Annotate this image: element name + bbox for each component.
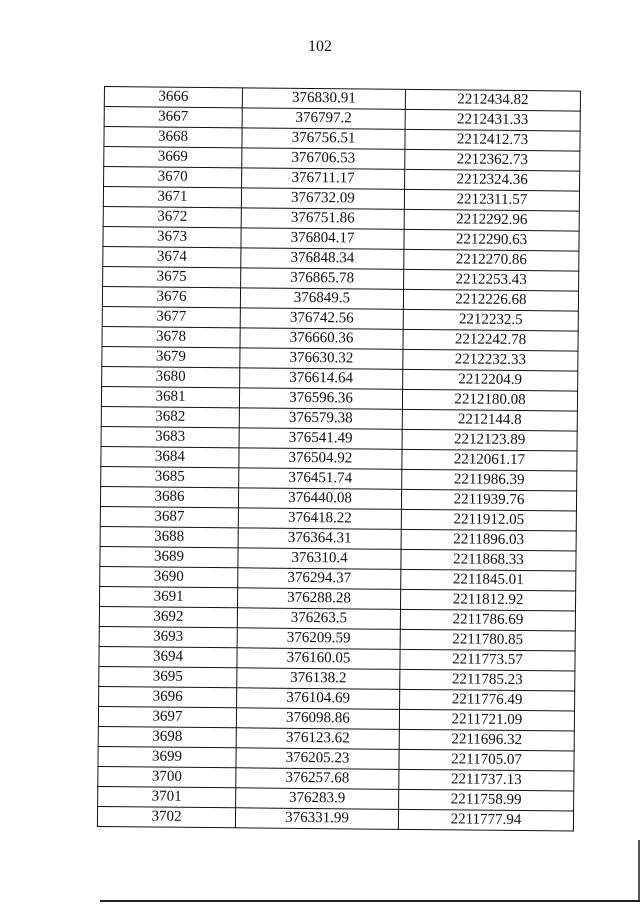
y-coordinate-cell: 2212061.17 xyxy=(402,449,577,471)
x-coordinate-cell: 376732.09 xyxy=(241,188,404,210)
y-coordinate-cell: 2212226.68 xyxy=(403,289,578,311)
point-number-cell: 3669 xyxy=(104,147,242,168)
point-number-cell: 3692 xyxy=(99,606,237,627)
x-coordinate-cell: 376751.86 xyxy=(241,208,404,230)
point-number-cell: 3679 xyxy=(102,346,240,367)
x-coordinate-cell: 376160.05 xyxy=(237,648,400,670)
x-coordinate-cell: 376660.36 xyxy=(240,328,403,350)
point-number-cell: 3675 xyxy=(103,266,241,287)
x-coordinate-cell: 376104.69 xyxy=(237,688,400,710)
point-number-cell: 3684 xyxy=(101,446,239,467)
x-coordinate-cell: 376614.64 xyxy=(240,368,403,390)
point-number-cell: 3680 xyxy=(102,366,240,387)
x-coordinate-cell: 376849.5 xyxy=(240,288,403,310)
point-number-cell: 3676 xyxy=(102,286,240,307)
y-coordinate-cell: 2211845.01 xyxy=(401,569,576,591)
y-coordinate-cell: 2211696.32 xyxy=(399,729,574,751)
point-number-cell: 3689 xyxy=(100,546,238,567)
point-number-cell: 3678 xyxy=(102,326,240,347)
x-coordinate-cell: 376630.32 xyxy=(240,348,403,370)
x-coordinate-cell: 376848.34 xyxy=(241,248,404,270)
y-coordinate-cell: 2211986.39 xyxy=(402,469,577,491)
x-coordinate-cell: 376364.31 xyxy=(238,528,401,550)
point-number-cell: 3702 xyxy=(97,806,235,827)
scan-edge-line xyxy=(100,900,640,902)
x-coordinate-cell: 376440.08 xyxy=(238,488,401,510)
point-number-cell: 3700 xyxy=(98,766,236,787)
point-number-cell: 3671 xyxy=(103,187,241,208)
y-coordinate-cell: 2212292.96 xyxy=(404,209,579,231)
point-number-cell: 3694 xyxy=(99,646,237,667)
x-coordinate-cell: 376797.2 xyxy=(242,108,405,130)
y-coordinate-cell: 2211785.23 xyxy=(400,669,575,691)
point-number-cell: 3672 xyxy=(103,206,241,227)
point-number-cell: 3670 xyxy=(104,167,242,188)
y-coordinate-cell: 2211705.07 xyxy=(399,749,574,771)
x-coordinate-cell: 376418.22 xyxy=(238,508,401,530)
y-coordinate-cell: 2211896.03 xyxy=(401,529,576,551)
x-coordinate-cell: 376756.51 xyxy=(242,128,405,150)
point-number-cell: 3690 xyxy=(100,566,238,587)
point-number-cell: 3668 xyxy=(104,127,242,148)
x-coordinate-cell: 376596.36 xyxy=(239,388,402,410)
x-coordinate-cell: 376541.49 xyxy=(239,428,402,450)
y-coordinate-cell: 2212204.9 xyxy=(403,369,578,391)
y-coordinate-cell: 2211912.05 xyxy=(401,509,576,531)
y-coordinate-cell: 2212144.8 xyxy=(402,409,577,431)
page-number: 102 xyxy=(308,38,332,55)
y-coordinate-cell: 2212431.33 xyxy=(405,109,580,131)
point-number-cell: 3674 xyxy=(103,246,241,267)
x-coordinate-cell: 376865.78 xyxy=(241,268,404,290)
x-coordinate-cell: 376451.74 xyxy=(239,468,402,490)
point-number-cell: 3681 xyxy=(101,386,239,407)
point-number-cell: 3683 xyxy=(101,426,239,447)
x-coordinate-cell: 376830.91 xyxy=(242,88,405,110)
y-coordinate-cell: 2211868.33 xyxy=(401,549,576,571)
y-coordinate-cell: 2212412.73 xyxy=(405,129,580,151)
coordinates-table xyxy=(97,86,581,832)
y-coordinate-cell: 2212311.57 xyxy=(404,189,579,211)
point-number-cell: 3686 xyxy=(100,486,238,507)
point-number-cell: 3682 xyxy=(101,406,239,427)
point-number-cell: 3677 xyxy=(102,306,240,327)
point-number-cell: 3697 xyxy=(98,706,236,727)
y-coordinate-cell: 2212232.33 xyxy=(403,349,578,371)
y-coordinate-cell: 2212290.63 xyxy=(404,229,579,251)
y-coordinate-cell: 2212253.43 xyxy=(404,269,579,291)
x-coordinate-cell: 376209.59 xyxy=(237,628,400,650)
y-coordinate-cell: 2211776.49 xyxy=(400,689,575,711)
y-coordinate-cell: 2211939.76 xyxy=(401,489,576,511)
coordinates-table-body xyxy=(97,87,580,832)
point-number-cell: 3691 xyxy=(100,586,238,607)
x-coordinate-cell: 376138.2 xyxy=(237,668,400,690)
y-coordinate-cell: 2212232.5 xyxy=(403,309,578,331)
y-coordinate-cell: 2211758.99 xyxy=(399,789,574,811)
x-coordinate-cell: 376294.37 xyxy=(238,568,401,590)
point-number-cell: 3666 xyxy=(104,87,242,108)
y-coordinate-cell: 2211777.94 xyxy=(398,809,573,831)
y-coordinate-cell: 2212242.78 xyxy=(403,329,578,351)
point-number-cell: 3699 xyxy=(98,746,236,767)
point-number-cell: 3688 xyxy=(100,526,238,547)
y-coordinate-cell: 2212362.73 xyxy=(405,149,580,171)
table-row xyxy=(97,806,573,831)
x-coordinate-cell: 376331.99 xyxy=(235,808,398,830)
point-number-cell: 3695 xyxy=(99,666,237,687)
y-coordinate-cell: 2212434.82 xyxy=(405,89,580,111)
point-number-cell: 3696 xyxy=(99,686,237,707)
y-coordinate-cell: 2211721.09 xyxy=(399,709,574,731)
point-number-cell: 3698 xyxy=(98,726,236,747)
y-coordinate-cell: 2211737.13 xyxy=(399,769,574,791)
point-number-cell: 3685 xyxy=(101,466,239,487)
y-coordinate-cell: 2211780.85 xyxy=(400,629,575,651)
x-coordinate-cell: 376205.23 xyxy=(236,748,399,770)
x-coordinate-cell: 376804.17 xyxy=(241,228,404,250)
x-coordinate-cell: 376288.28 xyxy=(237,588,400,610)
y-coordinate-cell: 2212270.86 xyxy=(404,249,579,271)
x-coordinate-cell: 376263.5 xyxy=(237,608,400,630)
x-coordinate-cell: 376706.53 xyxy=(242,148,405,170)
y-coordinate-cell: 2212324.36 xyxy=(405,169,580,191)
point-number-cell: 3701 xyxy=(98,786,236,807)
point-number-cell: 3673 xyxy=(103,226,241,247)
point-number-cell: 3667 xyxy=(104,107,242,128)
point-number-cell: 3687 xyxy=(100,506,238,527)
y-coordinate-cell: 2212180.08 xyxy=(402,389,577,411)
x-coordinate-cell: 376123.62 xyxy=(236,728,399,750)
x-coordinate-cell: 376504.92 xyxy=(239,448,402,470)
x-coordinate-cell: 376579.38 xyxy=(239,408,402,430)
y-coordinate-cell: 2211786.69 xyxy=(400,609,575,631)
point-number-cell: 3693 xyxy=(99,626,237,647)
y-coordinate-cell: 2211812.92 xyxy=(400,589,575,611)
x-coordinate-cell: 376098.86 xyxy=(236,708,399,730)
x-coordinate-cell: 376283.9 xyxy=(236,788,399,810)
y-coordinate-cell: 2212123.89 xyxy=(402,429,577,451)
x-coordinate-cell: 376711.17 xyxy=(242,168,405,190)
x-coordinate-cell: 376257.68 xyxy=(236,768,399,790)
y-coordinate-cell: 2211773.57 xyxy=(400,649,575,671)
coordinates-table-container xyxy=(97,86,580,832)
x-coordinate-cell: 376310.4 xyxy=(238,548,401,570)
x-coordinate-cell: 376742.56 xyxy=(240,308,403,330)
